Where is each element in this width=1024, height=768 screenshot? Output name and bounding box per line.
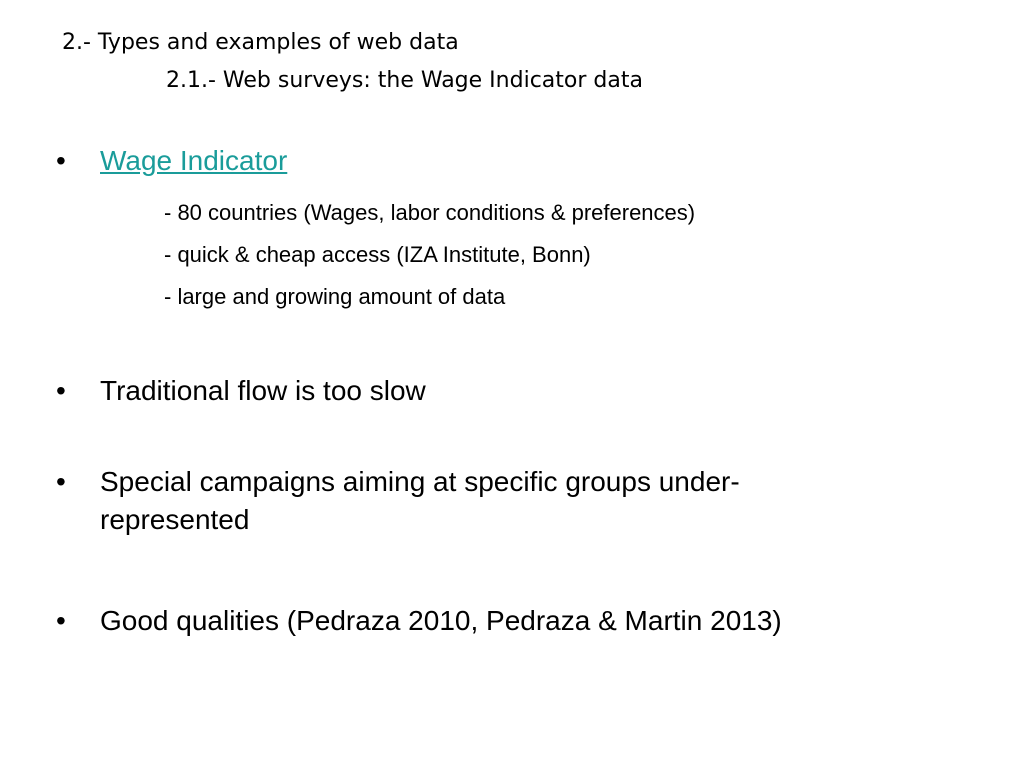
bullet-item-special-campaigns [100, 463, 920, 539]
slide-subtitle: 2.1.- Web surveys: the Wage Indicator data [166, 68, 643, 93]
bullet-glyph: • [56, 375, 66, 406]
bullet-glyph: • [56, 145, 66, 176]
bullet-item-wage-indicator [100, 142, 287, 180]
slide-title: 2.- Types and examples of web data [62, 30, 459, 55]
special-campaigns-line-1: Special campaigns aiming at specific groups under- [100, 466, 740, 497]
sub-item-data-amount: - large and growing amount of data [164, 284, 506, 309]
bullet-glyph: • [56, 466, 66, 497]
bullet-glyph: • [56, 605, 66, 636]
bullet-item-traditional-flow: Traditional flow is too slow [100, 375, 426, 406]
wage-indicator-link[interactable]: Wage Indicator [100, 145, 288, 176]
bullet-item-good-qualities: Good qualities (Pedraza 2010, Pedraza & Martin 2013) [100, 605, 782, 636]
sub-item-countries: - 80 countries (Wages, labor conditions & preferences) [164, 200, 696, 225]
sub-item-access: - quick & cheap access (IZA Institute, Bonn) [164, 242, 591, 267]
special-campaigns-line-2: represented [100, 504, 250, 535]
